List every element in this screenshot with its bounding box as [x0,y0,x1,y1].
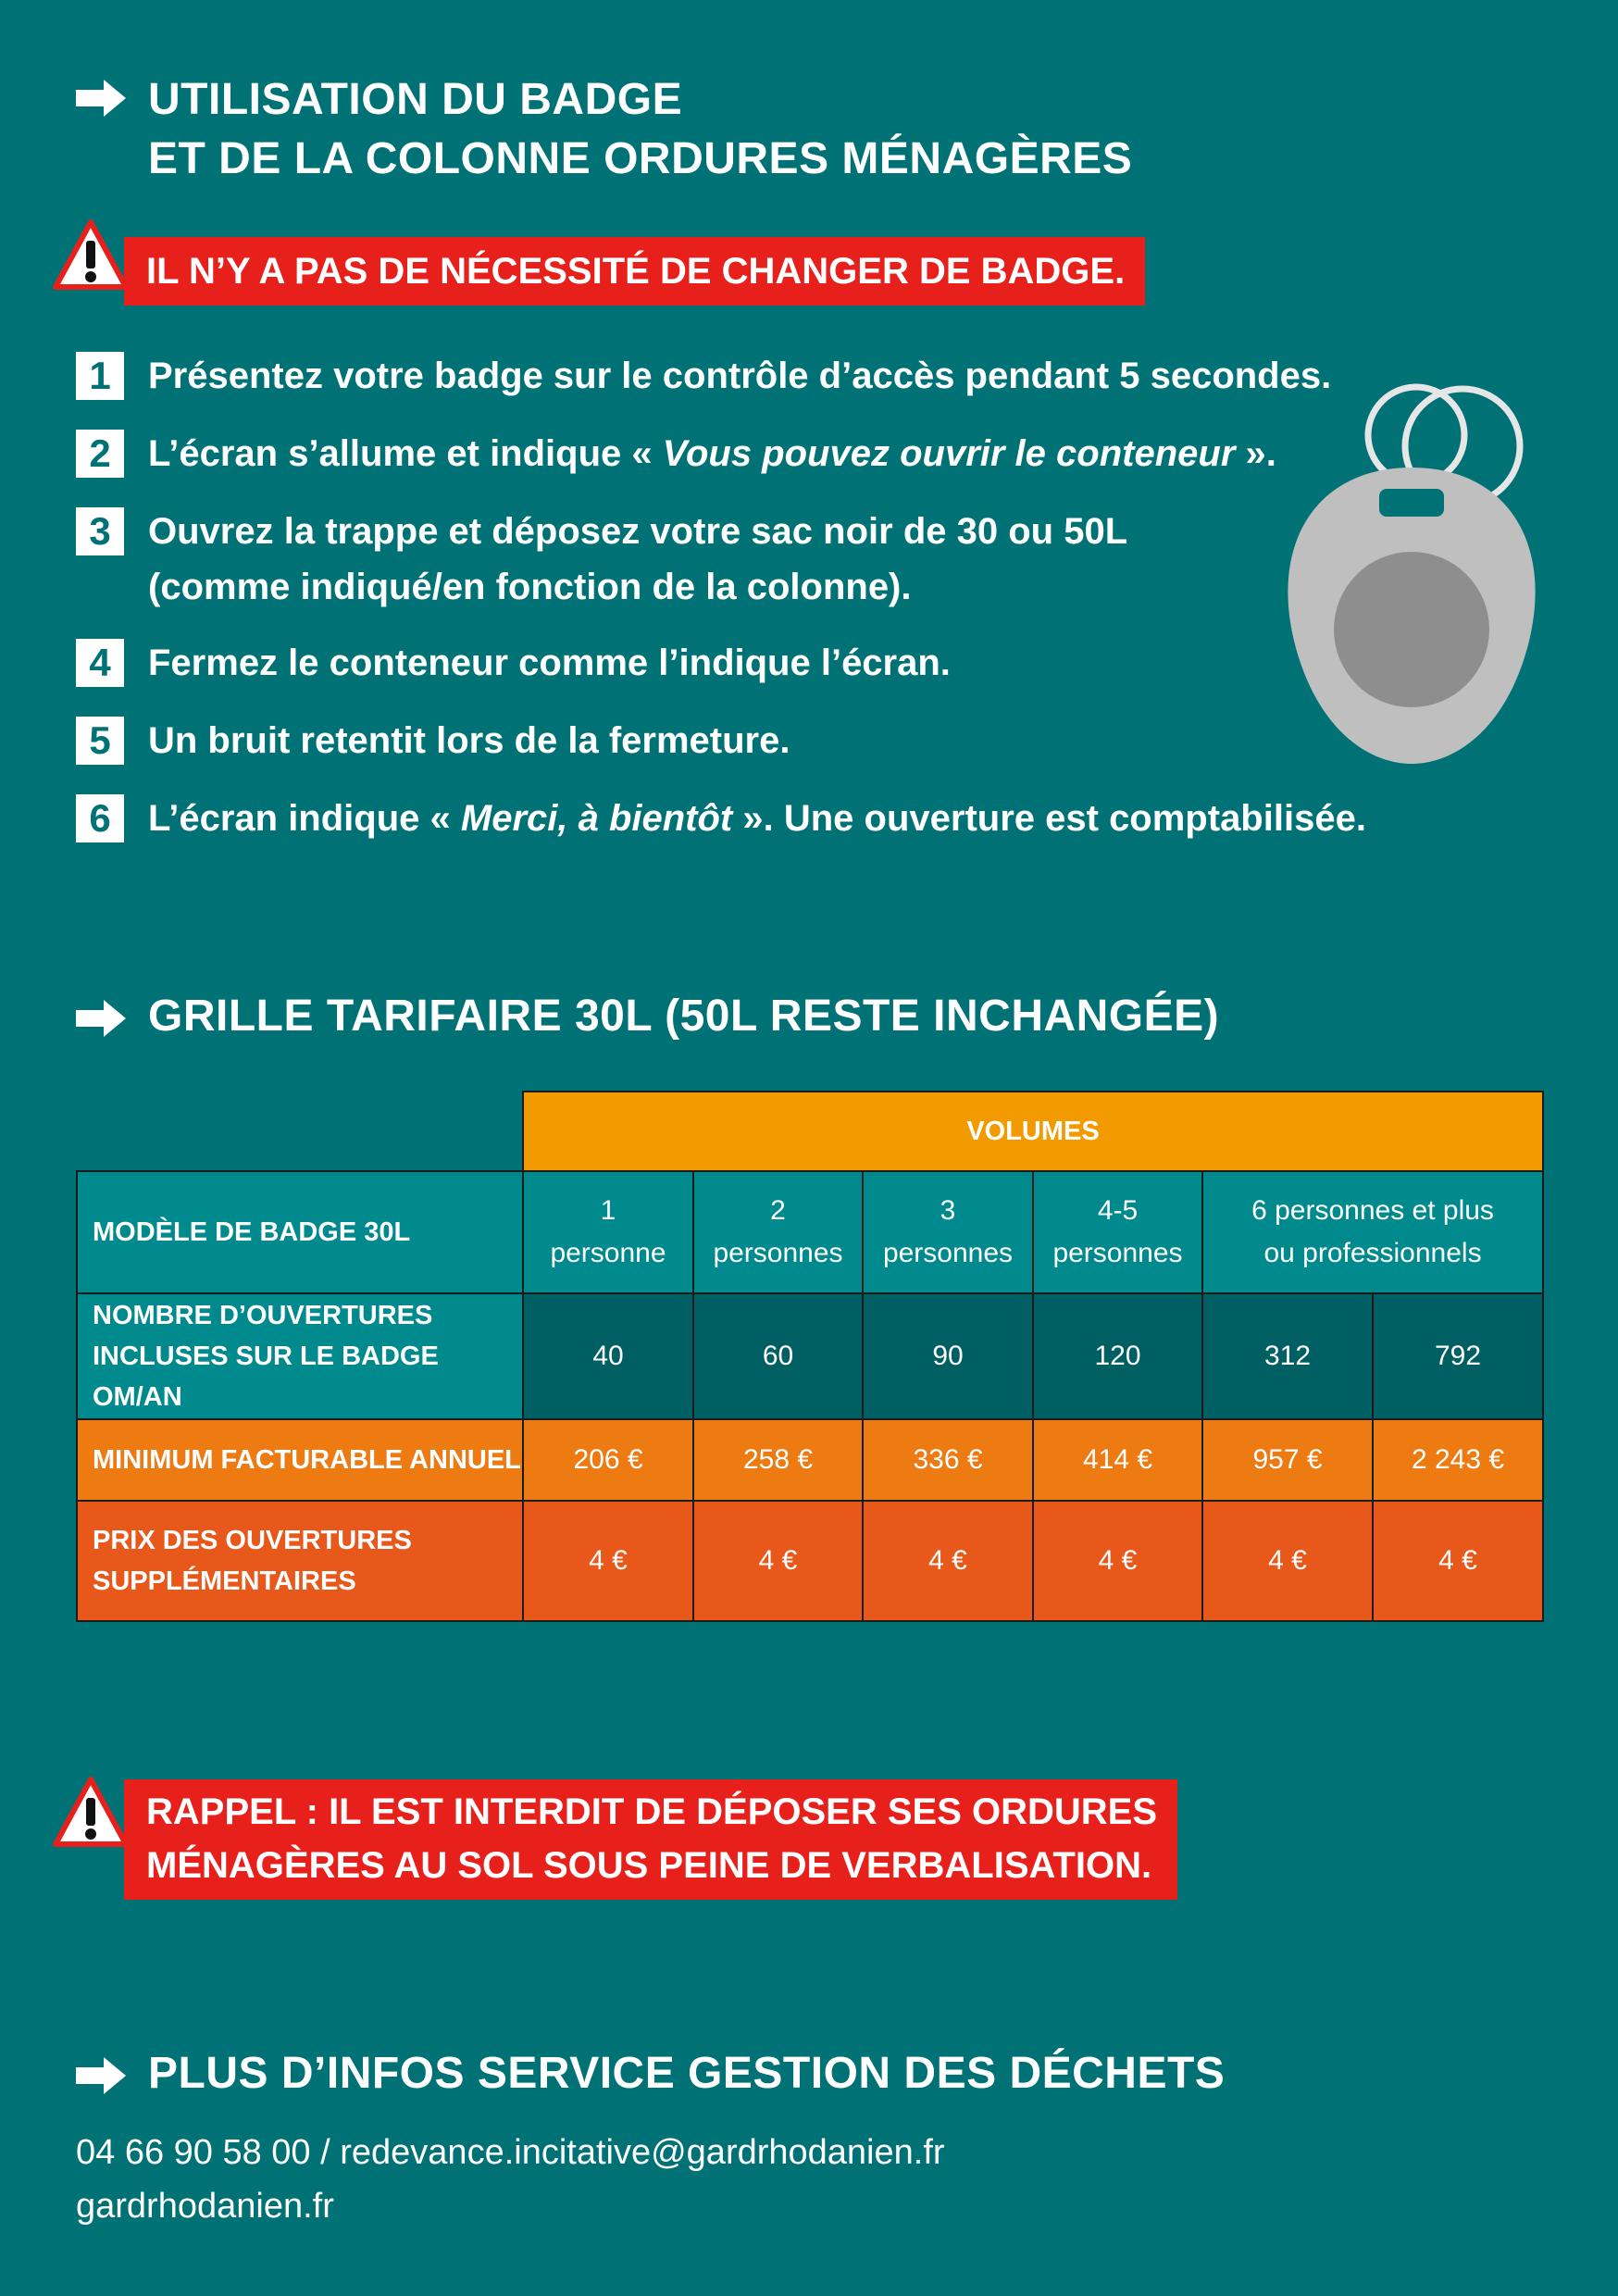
table-cell: 4 € [1202,1501,1373,1621]
step-number: 5 [76,717,124,765]
table-row [77,1501,1543,1621]
table-cell: 4 € [693,1501,863,1621]
column-header: 2 personnes [693,1171,863,1293]
column-header: 1 personne [523,1171,693,1293]
step-number: 2 [76,430,124,478]
table-cell: 40 [523,1293,693,1419]
step-4 [76,635,1366,713]
table-row [77,1293,1543,1419]
arrow-right-icon [76,80,126,117]
step-6 [76,791,1366,868]
step-1 [76,348,1366,426]
step-number: 1 [76,352,124,400]
step-text: Ouvrez la trappe et déposez votre sac noir de 30 ou 50L (comme indiqué/en fonction de la colonne). [148,511,1128,607]
step-text: L’écran s’allume et indique « Vous pouvez ouvrir le conteneur ». [148,433,1276,474]
table-cell: 4 € [1033,1501,1202,1621]
warning-triangle-icon [52,1776,130,1850]
table-cell: 4 € [1373,1501,1543,1621]
step-text: Présentez votre badge sur le contrôle d’accès pendant 5 secondes. [148,356,1332,396]
column-header: 3 personnes [863,1171,1033,1293]
row-label: PRIX DES OUVERTURES SUPPLÉMENTAIRES [77,1501,523,1621]
warning-banner-rappel [124,1779,1177,1900]
step-number: 3 [76,507,124,555]
badge-keyfob-icon [1268,380,1555,778]
section-title-badge-usage [148,70,1132,189]
warning-triangle-icon [52,218,130,293]
step-3 [76,504,1366,635]
empty-cell [77,1092,523,1171]
step-number: 6 [76,794,124,842]
table-cell: 792 [1373,1293,1543,1419]
table-cell: 206 € [523,1419,693,1501]
table-cell: 258 € [693,1419,863,1501]
section-title-pricing: GRILLE TARIFAIRE 30L (50L RESTE INCHANGÉE) [148,992,1220,1041]
steps-list [76,348,1366,868]
volumes-header: VOLUMES [523,1092,1543,1171]
warning-line-1: RAPPEL : IL EST INTERDIT DE DÉPOSER SES ORDURES [146,1791,1158,1832]
pricing-table [76,1091,1544,1622]
arrow-right-icon [76,1000,126,1037]
step-text: Un bruit retentit lors de la fermeture. [148,720,790,761]
column-header: 4-5 personnes [1033,1171,1202,1293]
row-label: NOMBRE D’OUVERTURES INCLUSES SUR LE BADGE OM/AN [77,1293,523,1419]
column-header: 6 personnes et plus ou professionnels [1202,1171,1543,1293]
row-label: MINIMUM FACTURABLE ANNUEL [77,1419,523,1501]
contact-info [76,2126,945,2233]
table-cell: 4 € [523,1501,693,1621]
step-2 [76,426,1366,504]
table-cell: 957 € [1202,1419,1373,1501]
section-title-info: PLUS D’INFOS SERVICE GESTION DES DÉCHETS [148,2049,1226,2098]
table-cell: 4 € [863,1501,1033,1621]
model-label: MODÈLE DE BADGE 30L [77,1171,523,1293]
table-cell: 336 € [863,1419,1033,1501]
step-text: Fermez le conteneur comme l’indique l’écran. [148,643,951,683]
arrow-right-icon [76,2057,126,2094]
table-row [77,1171,1543,1293]
step-text: L’écran indique « Merci, à bientôt ». Une ouverture est comptabilisée. [148,798,1366,839]
warning-banner-badge: IL N’Y A PAS DE NÉCESSITÉ DE CHANGER DE BADGE. [124,237,1145,306]
contact-website-link[interactable]: gardrhodanien.fr [76,2187,334,2226]
step-number: 4 [76,639,124,687]
table-row [77,1419,1543,1501]
table-cell: 90 [863,1293,1033,1419]
title-line-2: ET DE LA COLONNE ORDURES MÉNAGÈRES [148,134,1133,183]
contact-phone-email[interactable]: 04 66 90 58 00 / redevance.incitative@gardrhodanien.fr [76,2133,945,2172]
warning-line-2: MÉNAGÈRES AU SOL SOUS PEINE DE VERBALISATION. [146,1845,1152,1886]
table-row [77,1092,1543,1171]
table-cell: 120 [1033,1293,1202,1419]
table-cell: 60 [693,1293,863,1419]
table-cell: 312 [1202,1293,1373,1419]
title-line-1: UTILISATION DU BADGE [148,75,683,124]
step-5 [76,713,1366,791]
table-cell: 414 € [1033,1419,1202,1501]
table-cell: 2 243 € [1373,1419,1543,1501]
